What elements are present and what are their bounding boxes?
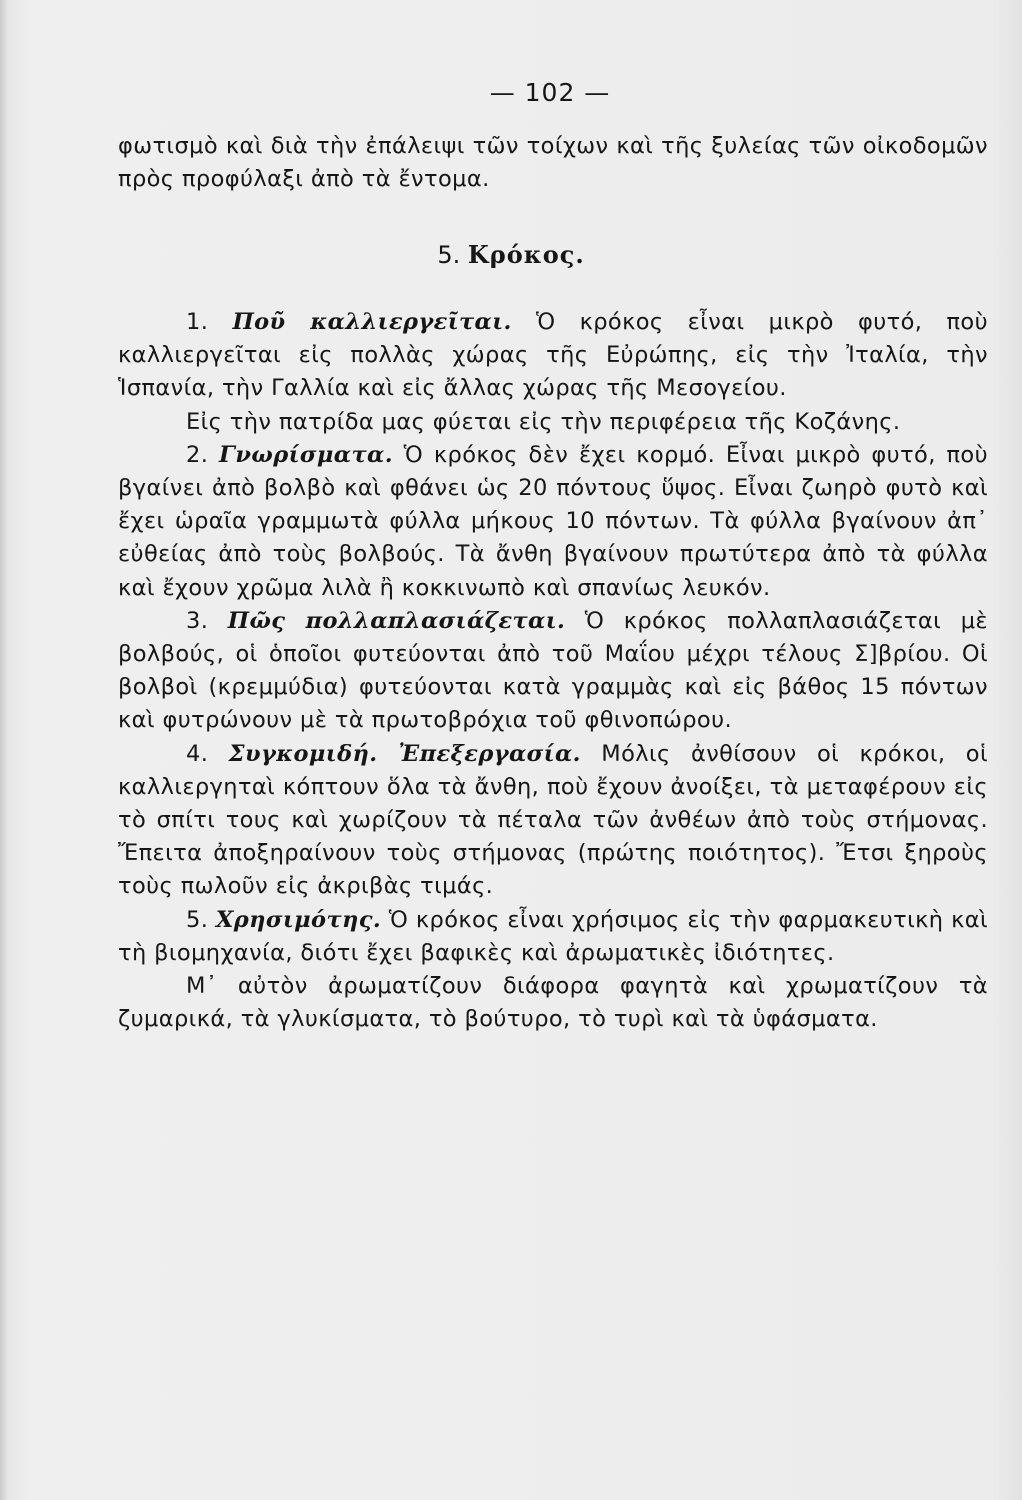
paragraph-1b: [118, 406, 988, 439]
section-title: Κρόκος.: [467, 240, 585, 269]
paragraph-heading: Χρησιμότης.: [215, 906, 382, 933]
section-number: 5.: [437, 241, 461, 269]
section-heading: [0, 240, 1022, 269]
article-body: [118, 306, 988, 1036]
intro-paragraph: [118, 130, 988, 196]
paragraph-3: [118, 605, 988, 738]
paragraph-1: [118, 306, 988, 406]
paragraph-number: 4.: [186, 740, 209, 767]
page-number: — 102 —: [489, 78, 611, 107]
paragraph-4: [118, 738, 988, 904]
paragraph-number: 5.: [186, 906, 209, 933]
paragraph-text: Εἰς τὴν πατρίδα μας φύεται εἰς τὴν περιφέρεια τῆς Κοζάνης.: [186, 408, 901, 435]
paragraph-heading: Πῶς πολλαπλασιάζεται.: [227, 607, 566, 634]
paragraph-number: 2.: [186, 441, 209, 468]
paragraph-text: Ὁ κρόκος πολλαπλασιάζεται μὲ βολβούς, οἱ ὁποῖοι φυτεύονται ἀπὸ τοῦ Μαΐου μέχρι τέλους Σ]βρίου. Οἱ βολβοὶ (κρεμμύδια) φυτεύονται κατὰ γραμμὰς καὶ εἰς βάθος 15 πόντων καὶ φυτρώνουν μὲ τὰ πρωτοβρόχια τοῦ φθινοπώρου.: [118, 607, 988, 734]
paragraph-5: [118, 904, 988, 970]
paragraph-2: [118, 439, 988, 605]
paragraph-heading: Συγκομιδή. Ἐπεξεργασία.: [228, 740, 581, 767]
paragraph-heading: Γνωρίσματα.: [219, 441, 393, 468]
paragraph-number: 3.: [186, 607, 209, 634]
paragraph-5b: [118, 970, 988, 1036]
intro-text: φωτισμὸ καὶ διὰ τὴν ἐπάλειψι τῶν τοίχων καὶ τῆς ξυλείας τῶν οἰκοδομῶν πρὸς προφύλαξι ἀπὸ τὰ ἔντομα.: [118, 133, 988, 193]
paragraph-text: Ὁ κρόκος εἶναι μικρὸ φυτό, ποὺ καλλιεργεῖται εἰς πολλὰς χώρας τῆς Εὐρώπης, εἰς τὴν Ἰταλία, τὴν Ἱσπανία, τὴν Γαλλία καὶ εἰς ἄλλας χώρας τῆς Μεσογείου.: [118, 309, 988, 402]
paragraph-text: Ὁ κρόκος εἶναι χρήσιμος εἰς τὴν φαρμακευτικὴ καὶ τὴ βιομηχανία, διότι ἔχει βαφικὲς καὶ ἀρωματικὲς ἰδιότητες.: [118, 906, 988, 966]
paragraph-text: Μ᾿ αὐτὸν ἀρωματίζουν διάφορα φαγητὰ καὶ χρωματίζουν τὰ ζυμαρικά, τὰ γλυκίσματα, τὸ βούτυρο, τὸ τυρὶ καὶ τὰ ὑφάσματα.: [118, 973, 988, 1033]
paragraph-number: 1.: [186, 309, 209, 335]
paragraph-text: Ὁ κρόκος δὲν ἔχει κορμό. Εἶναι μικρὸ φυτό, ποὺ βγαίνει ἀπὸ βολβὸ καὶ φθάνει ὡς 20 πόντους ὕψος. Εἶναι ζωηρὸ φυτὸ καὶ ἔχει ὡραῖα γραμμωτὰ φύλλα μήκους 10 πόντων. Τὰ φύλλα βγαίνουν ἀπ᾿ εὐθείας ἀπὸ τοὺς βολβούς. Τὰ ἄνθη βγαίνουν πρωτύτερα ἀπὸ τὰ φύλλα καὶ ἔχουν χρῶμα λιλὰ ἢ κοκκινωπὸ καὶ σπανίως λευκόν.: [118, 441, 988, 601]
paragraph-heading: Ποῦ καλλιεργεῖται.: [232, 309, 512, 335]
paragraph-text: Μόλις ἀνθίσουν οἱ κρόκοι, οἱ καλλιεργηταὶ κόπτουν ὅλα τὰ ἄνθη, ποὺ ἔχουν ἀνοίξει, τὰ μεταφέρουν εἰς τὸ σπίτι τους καὶ χωρίζουν τὰ πέταλα τῶν ἀνθέων ἀπὸ τοὺς στήμονας. Ἔπειτα ἀποξηραίνουν τοὺς στήμονας (πρώτης ποιότητος). Ἔτσι ξηροὺς τοὺς πωλοῦν εἰς ἀκριβὰς τιμάς.: [118, 740, 988, 900]
